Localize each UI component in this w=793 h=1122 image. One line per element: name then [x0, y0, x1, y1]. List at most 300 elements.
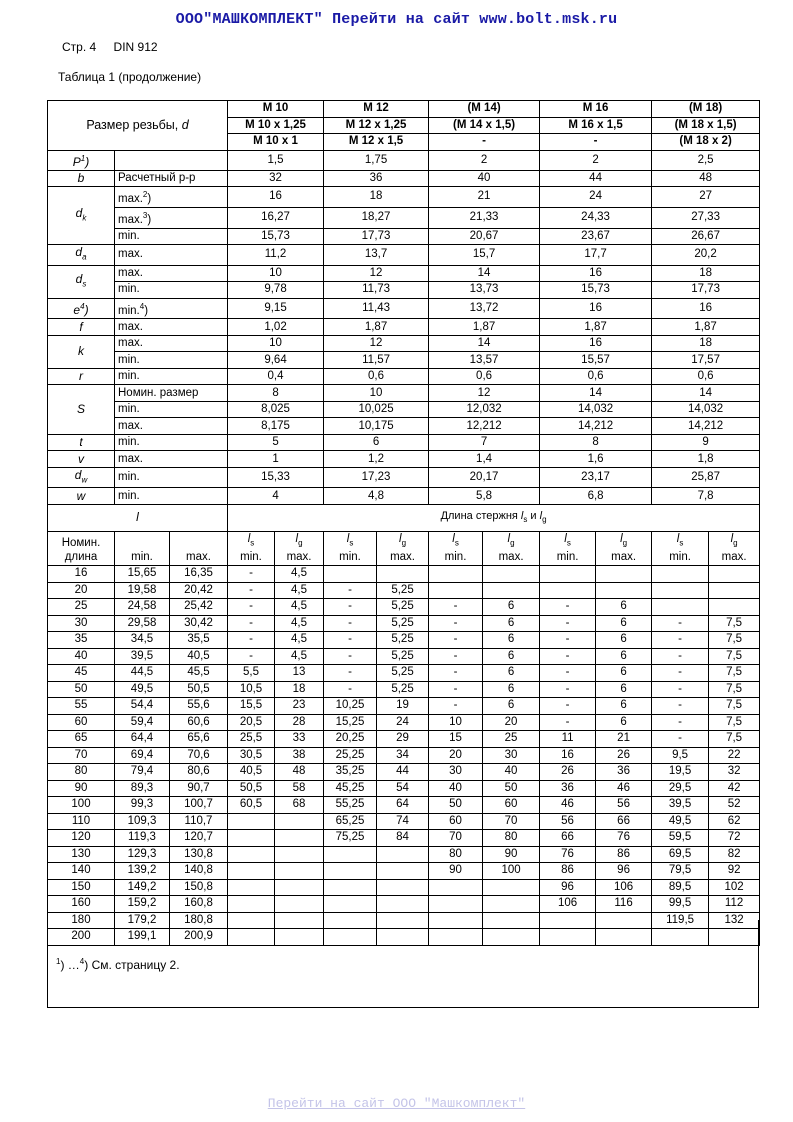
nominal-length: 55 [48, 698, 115, 715]
value-cell: 50,5 [170, 681, 228, 698]
value-cell [324, 863, 377, 880]
symbol-subscript: s [679, 538, 684, 548]
value-cell: 86 [540, 863, 596, 880]
nominal-length: 140 [48, 863, 115, 880]
value-cell: 6 [596, 648, 652, 665]
table-row [48, 879, 760, 896]
value-cell: 19 [377, 698, 429, 715]
value-cell: 69,5 [652, 846, 709, 863]
qualifier-text: max. [611, 551, 637, 564]
value-cell: - [324, 648, 377, 665]
value-cell: - [429, 648, 483, 665]
value-cell: 18 [275, 681, 324, 698]
value-cell: 150,8 [170, 879, 228, 896]
value-cell: 10,5 [228, 681, 275, 698]
value-cell: 6 [596, 615, 652, 632]
symbol-subscript: g [733, 538, 738, 548]
footnote-box [47, 920, 759, 1008]
qualifier-text: max. [498, 551, 524, 564]
table-row [48, 731, 760, 748]
symbol-da [48, 245, 115, 265]
value-cell: 6 [596, 714, 652, 731]
row-qualifier [115, 298, 228, 319]
value-cell: 29,5 [652, 780, 709, 797]
value-cell: 30 [483, 747, 540, 764]
value-cell: - [652, 615, 709, 632]
value-cell: - [228, 582, 275, 599]
value-cell: 35,25 [324, 764, 377, 781]
value-cell: 12 [429, 385, 540, 402]
value-cell: 12 [324, 265, 429, 282]
value-cell: 7,5 [709, 632, 760, 649]
value-cell: 68 [275, 797, 324, 814]
value-cell: 12,032 [429, 401, 540, 418]
value-cell: - [228, 632, 275, 649]
value-cell: 5,25 [377, 665, 429, 682]
symbol-e [48, 298, 115, 319]
value-cell: 25,25 [324, 747, 377, 764]
table-row [48, 207, 760, 228]
value-cell: 15,65 [115, 566, 170, 583]
header-line: Номин. [61, 537, 101, 550]
value-cell: 16 [228, 187, 324, 208]
value-cell: 74 [377, 813, 429, 830]
value-cell: - [228, 566, 275, 583]
value-cell [652, 566, 709, 583]
value-cell: 26 [540, 764, 596, 781]
table-row [48, 566, 760, 583]
page-number: Стр. 4 [62, 40, 97, 54]
value-cell: 0,6 [540, 368, 652, 385]
value-cell: 6 [596, 681, 652, 698]
value-cell: 1 [228, 451, 324, 468]
value-cell: - [429, 698, 483, 715]
row-qualifier [115, 385, 228, 402]
table-row [48, 531, 760, 565]
value-cell: 4,5 [275, 648, 324, 665]
paren: ) [147, 213, 152, 226]
value-cell: 12,212 [429, 418, 540, 435]
table-row [48, 352, 760, 369]
value-cell: - [324, 599, 377, 616]
size-header: (M 14) [429, 101, 540, 118]
row-qualifier [115, 319, 228, 336]
symbol-letter: d [74, 467, 82, 482]
value-cell [228, 863, 275, 880]
value-cell: 60,5 [228, 797, 275, 814]
row-qualifier [115, 352, 228, 369]
value-cell: 5 [228, 434, 324, 451]
nominal-length: 100 [48, 797, 115, 814]
qualifier-text: min. [240, 551, 262, 564]
value-cell: 46 [540, 797, 596, 814]
footnote-mark: 2 [142, 190, 148, 199]
qualifier-text: min. [118, 436, 140, 449]
value-cell: 17,57 [652, 352, 760, 369]
value-cell: 80 [429, 846, 483, 863]
value-cell [709, 582, 760, 599]
size-header: (M 18) [652, 101, 760, 118]
lg-header [709, 531, 760, 565]
value-cell: 54 [377, 780, 429, 797]
value-cell: 7,8 [652, 488, 760, 505]
value-cell: 9,5 [652, 747, 709, 764]
value-cell: 129,3 [115, 846, 170, 863]
value-cell: 15 [429, 731, 483, 748]
symbol-subscript: s [349, 538, 354, 548]
paren: ) [85, 154, 90, 169]
value-cell: 16 [652, 298, 760, 319]
value-cell: 64 [377, 797, 429, 814]
value-cell: 5,5 [228, 665, 275, 682]
row-qualifier [115, 488, 228, 505]
table-row [48, 150, 760, 170]
symbol-subscript: s [250, 538, 255, 548]
value-cell: 60 [429, 813, 483, 830]
value-cell: 160,8 [170, 896, 228, 913]
row-qualifier [115, 451, 228, 468]
value-cell: 27,33 [652, 207, 760, 228]
value-cell: 6 [596, 599, 652, 616]
nominal-length: 50 [48, 681, 115, 698]
table-row [48, 434, 760, 451]
value-cell: 48 [652, 170, 760, 187]
value-cell: - [540, 632, 596, 649]
row-qualifier [115, 187, 228, 208]
nominal-length: 20 [48, 582, 115, 599]
symbol-letter: P [72, 154, 81, 169]
nominal-length: 130 [48, 846, 115, 863]
nominal-length: 30 [48, 615, 115, 632]
table-row [48, 780, 760, 797]
value-cell: 8,175 [228, 418, 324, 435]
table-row [48, 648, 760, 665]
value-cell: 7,5 [709, 698, 760, 715]
value-cell: 40 [483, 764, 540, 781]
shank-length-header [228, 504, 760, 531]
value-cell: 34,5 [115, 632, 170, 649]
value-cell: 84 [377, 830, 429, 847]
footnote-mark: 1 [80, 153, 86, 163]
min-header: min. [115, 531, 170, 565]
value-cell: 18 [324, 187, 429, 208]
table-row [48, 698, 760, 715]
nominal-length: 80 [48, 764, 115, 781]
size-header: (M 18 x 1,5) [652, 117, 760, 134]
value-cell: 42 [709, 780, 760, 797]
value-cell: 44,5 [115, 665, 170, 682]
symbol-subscript: g [622, 538, 628, 548]
footnote-mark: 4 [80, 301, 85, 311]
header-part: и [527, 509, 540, 522]
table-caption: Таблица 1 (продолжение) [58, 70, 202, 84]
symbol-letter: e [73, 302, 81, 317]
value-cell: 11,2 [228, 245, 324, 265]
value-cell [324, 846, 377, 863]
table-row [48, 747, 760, 764]
value-cell [483, 566, 540, 583]
value-cell: 14,032 [652, 401, 760, 418]
value-cell: 30 [429, 764, 483, 781]
value-cell: 5,25 [377, 632, 429, 649]
symbol-dw [48, 467, 115, 487]
value-cell: 13,72 [429, 298, 540, 319]
symbol-v [48, 451, 115, 468]
qualifier-text: max. [721, 551, 747, 564]
nominal-length: 180 [48, 912, 115, 929]
site-header-link[interactable]: ООО"МАШКОМПЛЕКТ" Перейти на сайт www.bolt.msk.ru [175, 11, 618, 28]
value-cell [652, 599, 709, 616]
nominal-length: 16 [48, 566, 115, 583]
value-cell: 16 [540, 747, 596, 764]
header-line: длина [64, 551, 98, 564]
value-cell: - [652, 648, 709, 665]
symbol-w [48, 488, 115, 505]
header-part: Длина стержня [440, 509, 521, 522]
value-cell: 82 [709, 846, 760, 863]
value-cell: 6 [483, 615, 540, 632]
value-cell: 65,25 [324, 813, 377, 830]
value-cell: 200,9 [170, 929, 228, 946]
value-cell [596, 582, 652, 599]
value-cell: 65,6 [170, 731, 228, 748]
value-cell: 1,87 [540, 319, 652, 336]
value-cell: 25,5 [228, 731, 275, 748]
nominal-length-header [48, 531, 115, 565]
qualifier-text: max. [390, 551, 415, 564]
value-cell: 22 [709, 747, 760, 764]
value-cell: 0,4 [228, 368, 324, 385]
value-cell: 17,7 [540, 245, 652, 265]
nominal-length: 65 [48, 731, 115, 748]
symbol-letter: l [507, 532, 511, 545]
value-cell: 100 [483, 863, 540, 880]
table-row [48, 451, 760, 468]
value-cell: 116 [596, 896, 652, 913]
symbol-subscript: g [510, 538, 515, 548]
value-cell [228, 896, 275, 913]
value-cell [275, 863, 324, 880]
symbol-subscript: g [298, 538, 303, 548]
value-cell: 7,5 [709, 681, 760, 698]
symbol-subscript: a [82, 252, 87, 262]
table-row [48, 101, 760, 118]
value-cell [228, 813, 275, 830]
value-cell: 15,25 [324, 714, 377, 731]
value-cell: 4,5 [275, 599, 324, 616]
value-cell: 1,4 [429, 451, 540, 468]
table-row [48, 418, 760, 435]
value-cell: 11,43 [324, 298, 429, 319]
symbol-k [48, 335, 115, 368]
qualifier-text: max. [286, 551, 312, 564]
value-cell: 80 [483, 830, 540, 847]
table-row [48, 582, 760, 599]
table-row [48, 385, 760, 402]
value-cell: 79,5 [652, 863, 709, 880]
symbol-t [48, 434, 115, 451]
value-cell: 19,5 [652, 764, 709, 781]
value-cell: 18 [652, 335, 760, 352]
value-cell: 132 [709, 912, 760, 929]
value-cell: 66 [596, 813, 652, 830]
value-cell: 24 [377, 714, 429, 731]
value-cell: - [429, 665, 483, 682]
value-cell: 20,5 [228, 714, 275, 731]
value-cell [429, 566, 483, 583]
value-cell: 29 [377, 731, 429, 748]
header-part: s [523, 514, 528, 524]
value-cell: 1,8 [652, 451, 760, 468]
value-cell: 106 [596, 879, 652, 896]
value-cell: 6 [483, 681, 540, 698]
value-cell: 50 [429, 797, 483, 814]
value-cell: 36 [540, 780, 596, 797]
qualifier-text: max. [118, 320, 143, 333]
value-cell: 5,25 [377, 615, 429, 632]
symbol-subscript: s [566, 538, 571, 548]
value-cell: 24,58 [115, 599, 170, 616]
value-cell: - [429, 681, 483, 698]
size-header: M 10 [228, 101, 324, 118]
value-cell: 13,57 [429, 352, 540, 369]
value-cell: 16 [540, 298, 652, 319]
qualifier-text: max. [118, 248, 143, 261]
value-cell [483, 582, 540, 599]
nominal-length: 90 [48, 780, 115, 797]
value-cell: - [324, 632, 377, 649]
table-row [48, 797, 760, 814]
value-cell: 1,87 [652, 319, 760, 336]
value-cell: - [652, 731, 709, 748]
table-row [48, 187, 760, 208]
empty-cell [115, 150, 228, 170]
value-cell: 15,5 [228, 698, 275, 715]
size-header: - [429, 134, 540, 151]
value-cell: 39,5 [652, 797, 709, 814]
symbol-S [48, 385, 115, 435]
value-cell: 20,25 [324, 731, 377, 748]
value-cell: 79,4 [115, 764, 170, 781]
value-cell: 76 [596, 830, 652, 847]
value-cell: 0,6 [652, 368, 760, 385]
value-cell: - [324, 615, 377, 632]
value-cell: 21,33 [429, 207, 540, 228]
value-cell: 24 [540, 187, 652, 208]
value-cell: 90,7 [170, 780, 228, 797]
size-header: M 12 x 1,25 [324, 117, 429, 134]
value-cell [228, 830, 275, 847]
value-cell: 33 [275, 731, 324, 748]
symbol-letter: S [76, 402, 85, 417]
qualifier-text: min. [118, 353, 140, 366]
value-cell: 70 [429, 830, 483, 847]
table-row [48, 401, 760, 418]
value-cell: 10 [324, 385, 429, 402]
symbol-letter: d [75, 245, 83, 260]
symbol-letter: t [79, 435, 83, 450]
value-cell: 58 [275, 780, 324, 797]
row-qualifier [115, 265, 228, 282]
nominal-length: 200 [48, 929, 115, 946]
max-header: max. [170, 531, 228, 565]
value-cell: 6 [483, 665, 540, 682]
row-qualifier [115, 228, 228, 245]
footnote-dots: ) … [60, 958, 80, 972]
value-cell: - [429, 599, 483, 616]
table-row [48, 665, 760, 682]
value-cell: 44 [540, 170, 652, 187]
value-cell: 29,58 [115, 615, 170, 632]
value-cell: 40,5 [170, 648, 228, 665]
header-part: g [542, 514, 547, 524]
qualifier-text: min. [118, 229, 140, 242]
value-cell [275, 813, 324, 830]
ls-header [652, 531, 709, 565]
value-cell [275, 830, 324, 847]
value-cell: 45,5 [170, 665, 228, 682]
value-cell: 139,2 [115, 863, 170, 880]
qualifier-text: min. [118, 283, 140, 296]
table-row [48, 846, 760, 863]
value-cell: 60,6 [170, 714, 228, 731]
value-cell: 102 [709, 879, 760, 896]
symbol-letter: b [77, 170, 85, 185]
value-cell: 59,5 [652, 830, 709, 847]
qualifier-text: max. [118, 192, 143, 205]
value-cell: 39,5 [115, 648, 170, 665]
value-cell: 7 [429, 434, 540, 451]
value-cell: 15,33 [228, 467, 324, 487]
symbol-letter: l [295, 532, 299, 545]
value-cell [324, 896, 377, 913]
table-row [48, 467, 760, 487]
table-row [48, 813, 760, 830]
value-cell: 1,6 [540, 451, 652, 468]
value-cell: 96 [540, 879, 596, 896]
value-cell: 16,35 [170, 566, 228, 583]
value-cell: 10,175 [324, 418, 429, 435]
nominal-length: 60 [48, 714, 115, 731]
qualifier-text: min. [118, 370, 140, 383]
footer-site-link[interactable]: Перейти на сайт ООО "Машкомплект" [267, 1096, 526, 1111]
value-cell: 10 [228, 335, 324, 352]
value-cell: 56 [596, 797, 652, 814]
symbol-subscript: g [401, 538, 407, 548]
value-cell: 2 [429, 150, 540, 170]
symbol-subscript: k [82, 213, 87, 223]
value-cell [429, 896, 483, 913]
size-header: - [540, 134, 652, 151]
value-cell: 199,1 [115, 929, 170, 946]
qualifier-text: min. [556, 551, 579, 564]
size-header: (M 14 x 1,5) [429, 117, 540, 134]
value-cell [228, 879, 275, 896]
value-cell: - [324, 681, 377, 698]
value-cell: 60 [483, 797, 540, 814]
value-cell [228, 846, 275, 863]
value-cell: 20,2 [652, 245, 760, 265]
row-qualifier [115, 207, 228, 228]
value-cell: - [228, 599, 275, 616]
table-row [48, 599, 760, 616]
symbol-ds [48, 265, 115, 298]
value-cell: 15,73 [228, 228, 324, 245]
symbol-letter: d [75, 205, 83, 220]
table-row [48, 335, 760, 352]
header-var: d [181, 117, 189, 132]
table-row [48, 228, 760, 245]
